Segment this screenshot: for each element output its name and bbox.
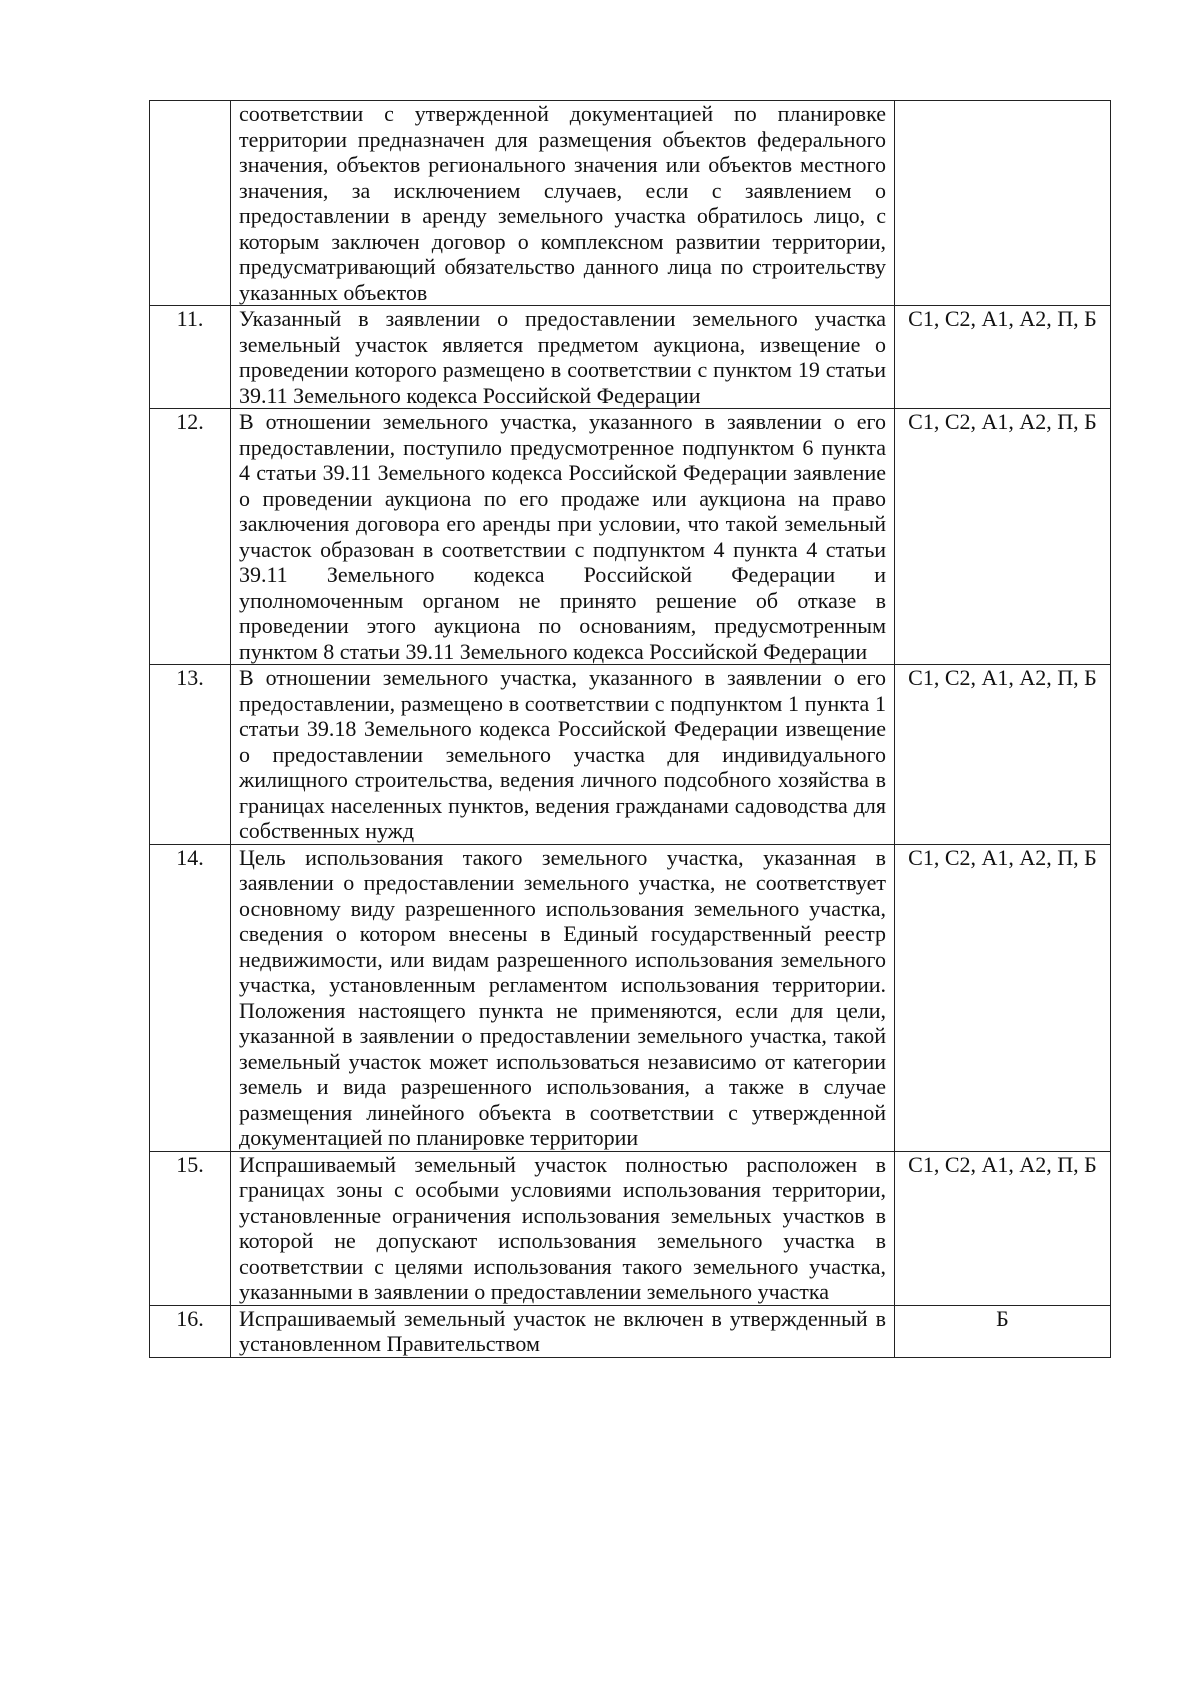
row-text: Испрашиваемый земельный участок не включен в утвержденный в установленном Правительством [231,1305,895,1357]
row-codes [895,101,1111,306]
row-number: 11. [150,306,231,409]
row-number: 14. [150,844,231,1151]
row-number: 13. [150,665,231,845]
table-row [150,306,1111,409]
row-text: В отношении земельного участка, указанного в заявлении о его предоставлении, размещено в соответствии с подпунктом 1 пункта 1 статьи 39.18 Земельного кодекса Российской Федерации извещение о предоставлении земельного участка для индивидуального жилищного строительства, ведения личного подсобного хозяйства в границах населенных пунктов, ведения гражданами садоводства для собственных нужд [231,665,895,845]
row-codes: С1, С2, А1, А2, П, Б [895,409,1111,665]
row-number: 15. [150,1151,231,1305]
row-text: В отношении земельного участка, указанного в заявлении о его предоставлении, поступило предусмотренное подпунктом 6 пункта 4 статьи 39.11 Земельного кодекса Российской Федерации заявление о проведении аукциона по его продаже или аукциона на право заключения договора его аренды при условии, что такой земельный участок образован в соответствии с подпунктом 4 пункта 4 статьи 39.11 Земельного кодекса Российской Федерации и уполномоченным органом не принято решение об отказе в проведении этого аукциона по основаниям, предусмотренным пунктом 8 статьи 39.11 Земельного кодекса Российской Федерации [231,409,895,665]
row-codes: Б [895,1305,1111,1357]
row-text: Указанный в заявлении о предоставлении земельного участка земельный участок является предметом аукциона, извещение о проведении которого размещено в соответствии с пунктом 19 статьи 39.11 Земельного кодекса Российской Федерации [231,306,895,409]
row-number [150,101,231,306]
row-codes: С1, С2, А1, А2, П, Б [895,306,1111,409]
table-row [150,1305,1111,1357]
row-codes: С1, С2, А1, А2, П, Б [895,1151,1111,1305]
row-number: 16. [150,1305,231,1357]
table-row [150,101,1111,306]
table-row [150,844,1111,1151]
row-number: 12. [150,409,231,665]
row-text: Цель использования такого земельного участка, указанная в заявлении о предоставлении земельного участка, не соответствует основному виду разрешенного использования земельного участка, сведения о котором внесены в Единый государственный реестр недвижимости, или видам разрешенного использования земельного участка, установленным регламентом использования территории. Положения настоящего пункта не применяются, если для цели, указанной в заявлении о предоставлении земельного участка, такой земельный участок может использоваться независимо от категории земель и вида разрешенного использования, а также в случае размещения линейного объекта в соответствии с утвержденной документацией по планировке территории [231,844,895,1151]
table-row [150,665,1111,845]
row-codes: С1, С2, А1, А2, П, Б [895,844,1111,1151]
row-text: соответствии с утвержденной документацией по планировке территории предназначен для размещения объектов федерального значения, объектов регионального значения или объектов местного значения, за исключением случаев, если с заявлением о предоставлении в аренду земельного участка обратилось лицо, с которым заключен договор о комплексном развитии территории, предусматривающий обязательство данного лица по строительству указанных объектов [231,101,895,306]
row-codes: С1, С2, А1, А2, П, Б [895,665,1111,845]
table-row [150,1151,1111,1305]
table-row [150,409,1111,665]
row-text: Испрашиваемый земельный участок полностью расположен в границах зоны с особыми условиями использования территории, установленные ограничения использования земельных участков в которой не допускают использования земельного участка в соответствии с целями использования такого земельного участка, указанными в заявлении о предоставлении земельного участка [231,1151,895,1305]
grounds-table [149,100,1111,1358]
